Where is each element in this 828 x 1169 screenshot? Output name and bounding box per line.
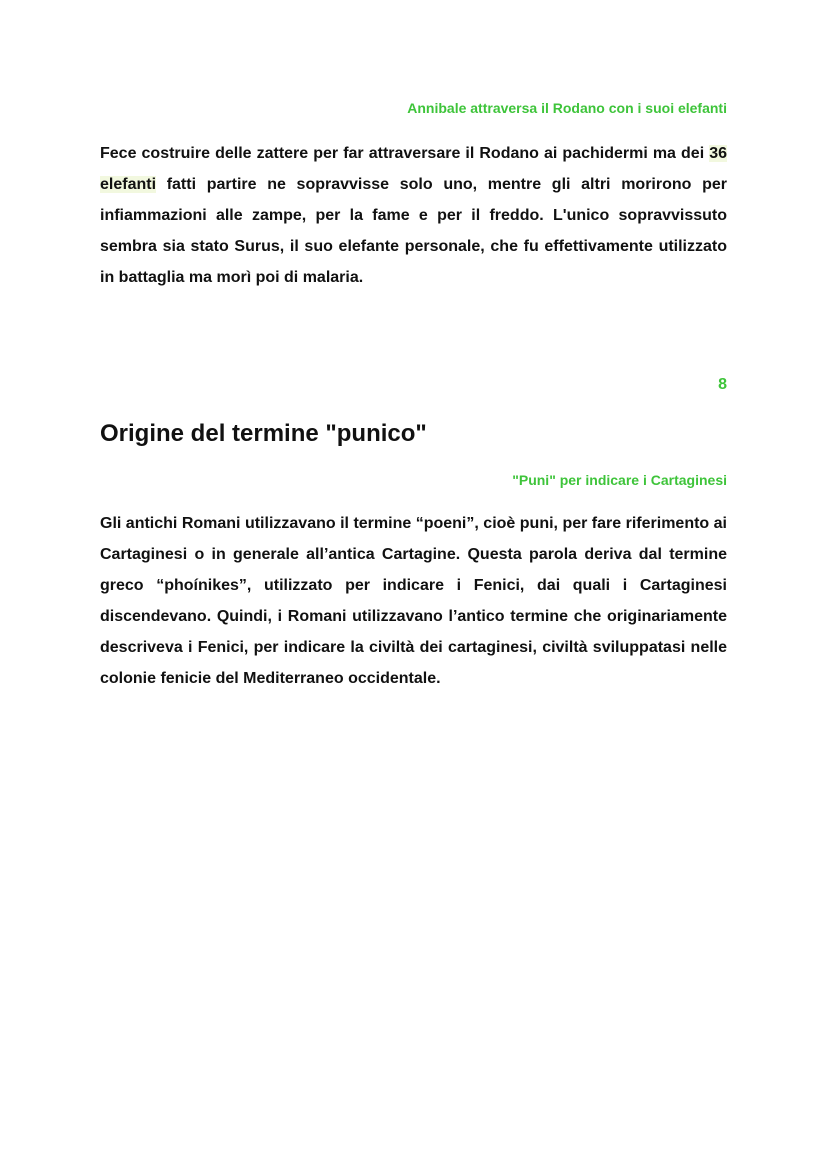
paragraph-elefanti-text-end: fatti partire ne sopravvisse solo uno, mentre gli altri morirono per infiammazioni alle zampe, per la fame e per il freddo. L'unico sopravvissuto sembra sia stato Surus, il suo elefante personale, che fu effettivamente utilizzato in battaglia ma morì poi di malaria. — [100, 176, 727, 286]
paragraph-elefanti — [100, 138, 727, 293]
paragraph-elefanti-text-start: Fece costruire delle zattere per far attraversare il Rodano ai pachidermi ma dei — [100, 145, 710, 162]
section-subtitle-rodano: Annibale attraversa il Rodano con i suoi elefanti — [407, 100, 727, 116]
page-number: 8 — [718, 376, 727, 393]
section-subtitle-puni: "Puni" per indicare i Cartaginesi — [512, 472, 727, 488]
section-heading-punico: Origine del termine "punico" — [100, 420, 427, 447]
highlighted-phrase: 36 elefanti — [100, 145, 727, 193]
paragraph-punico: Gli antichi Romani utilizzavano il termine “poeni”, cioè puni, per fare riferimento ai Cartaginesi o in generale all’antica Cartagine. Questa parola deriva dal termine greco “phoínikes”, utilizzato per indicare i Fenici, dai quali i Cartaginesi discendevano. Quindi, i Romani utilizzavano l’antico termine che originariamente descriveva i Fenici, per indicare la civiltà dei cartaginesi, civiltà sviluppatasi nelle colonie fenicie del Mediterraneo occidentale. — [100, 515, 727, 687]
